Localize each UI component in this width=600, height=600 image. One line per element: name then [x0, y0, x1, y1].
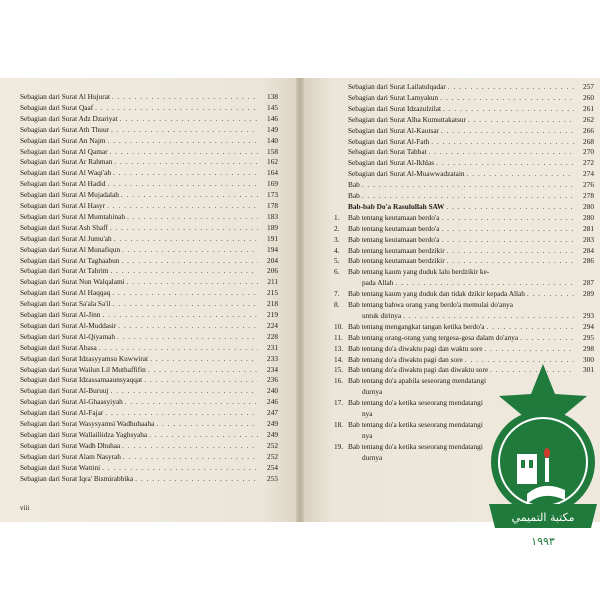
- dot-leader: [520, 333, 574, 343]
- toc-item-number: 1.: [334, 212, 340, 222]
- toc-page-number: 249: [267, 419, 278, 428]
- toc-item-title: Sebagian dari Surat Wallailiidza Yaghsyaha: [20, 429, 148, 439]
- toc-page-number: 234: [267, 364, 278, 374]
- toc-row: [20, 201, 278, 211]
- toc-page-number: 211: [267, 277, 278, 287]
- toc-row: [334, 93, 594, 103]
- toc-row: [334, 235, 594, 245]
- toc-page-number: 183: [267, 211, 278, 221]
- toc-item-title: Sebagian dari Surat Alam Nasyrah: [20, 451, 121, 461]
- toc-row: [20, 365, 278, 375]
- toc-row: [20, 375, 278, 385]
- toc-row: [20, 321, 278, 331]
- left-page: [0, 78, 296, 522]
- toc-page-number: 218: [267, 299, 278, 309]
- toc-row: [20, 190, 278, 200]
- toc-row: [20, 299, 278, 309]
- dot-leader: [111, 266, 258, 276]
- toc-item-title: Sebagian dari Surat Al-Buruuj: [20, 386, 109, 396]
- toc-item-number: 8.: [334, 300, 340, 309]
- toc-page-number: 189: [267, 222, 278, 232]
- toc-item-title: Bab tentang do'a ketika seseorang mendatangi: [348, 419, 483, 429]
- toc-page-number: 169: [267, 179, 278, 189]
- dot-leader: [441, 213, 574, 223]
- toc-row: [334, 147, 594, 157]
- toc-row: [20, 452, 278, 462]
- library-watermark-logo: [487, 362, 599, 562]
- toc-item-number: 5.: [334, 256, 340, 266]
- toc-item-number: 7.: [334, 289, 340, 299]
- toc-row: [334, 180, 594, 190]
- dot-leader: [395, 278, 574, 288]
- watermark-arabic-text: مكتبة التميمي: [511, 511, 575, 524]
- toc-item-title: Sebagian dari Surat Al-Fajar: [20, 408, 104, 418]
- toc-row: [334, 169, 594, 179]
- toc-item-title: Bab tentang keutamaan berdo'a: [348, 212, 440, 222]
- toc-item-number: 17.: [334, 398, 344, 408]
- dot-leader: [95, 103, 258, 113]
- toc-page-number: 173: [267, 190, 278, 200]
- dot-leader: [467, 169, 574, 179]
- toc-page-number: 270: [583, 147, 594, 157]
- dot-leader: [108, 179, 258, 189]
- toc-page-number: 294: [583, 321, 594, 331]
- toc-page-number: 255: [267, 473, 278, 483]
- toc-page-number: 164: [267, 168, 278, 178]
- toc-item-title: Sebagian dari Surat Al-Muddasir: [20, 320, 117, 330]
- toc-page-number: 266: [583, 125, 594, 135]
- toc-item-title: durnya: [362, 387, 383, 397]
- toc-item-title: Bab: [348, 180, 360, 190]
- toc-row: [334, 289, 594, 299]
- dot-leader: [112, 288, 258, 298]
- toc-page-number: 158: [267, 146, 278, 156]
- toc-page-number: 300: [583, 354, 594, 364]
- toc-item-title: Sebagian dari Surat Wasysyamsi Wadhuhaaha: [20, 419, 155, 428]
- toc-item-title: Sebagian dari Surat Al Hasyr: [20, 201, 106, 210]
- toc-item-number: 13.: [334, 343, 344, 353]
- toc-row: [334, 158, 594, 168]
- toc-row: [20, 463, 278, 473]
- toc-item-number: 2.: [334, 223, 340, 233]
- toc-row: [20, 310, 278, 320]
- toc-item-title: Sebagian dari Surat Tabbat: [348, 147, 427, 157]
- book-gutter: [296, 78, 304, 522]
- building-icon: [517, 454, 537, 484]
- toc-item-number: 10.: [334, 321, 344, 331]
- toc-item-title: Sebagian dari Surat Al Waqi'ah: [20, 168, 111, 178]
- toc-page-number: 274: [583, 169, 594, 179]
- toc-row: [20, 430, 278, 440]
- toc-item-title: Sebagian dari Surat Ash Shaff: [20, 222, 108, 232]
- toc-page-number: 231: [267, 342, 278, 352]
- toc-page-number: 236: [267, 375, 278, 385]
- toc-item-title: Sebagian dari Surat Alha Kumuttakatsur: [348, 114, 466, 124]
- dot-leader: [441, 224, 574, 234]
- toc-row: [20, 147, 278, 157]
- toc-item-title: Sebagian dari Surat Idzazulzilat: [348, 103, 441, 113]
- toc-item-title: Sebagian dari Surat Al Mumtahinah: [20, 211, 125, 221]
- dot-leader: [110, 147, 258, 157]
- toc-page-number: 246: [267, 397, 278, 407]
- dot-leader: [135, 474, 258, 484]
- toc-item-title: Sebagian dari Surat Nun Walqalami: [20, 277, 125, 287]
- toc-item-title: Sebagian dari Surat Al-Ikhlas: [348, 158, 435, 168]
- toc-row: [20, 136, 278, 146]
- toc-item-title: nya: [362, 430, 373, 440]
- dot-leader: [468, 115, 574, 125]
- toc-item-title: Sebagian dari Surat Idzassamaaunsyaqqat: [20, 375, 143, 385]
- toc-page-number: 257: [583, 82, 594, 91]
- dot-leader: [122, 441, 258, 451]
- toc-page-number: 276: [583, 180, 594, 190]
- dot-leader: [105, 408, 258, 418]
- dot-leader: [113, 168, 258, 178]
- toc-page-number: 146: [267, 113, 278, 123]
- toc-item-title: Sebagian dari Surat Al Haqqaq: [20, 288, 111, 298]
- toc-row: [20, 125, 278, 135]
- toc-page-number: 286: [583, 256, 594, 266]
- toc-page-number: 261: [583, 103, 594, 113]
- toc-page-number: 268: [583, 136, 594, 146]
- toc-item-title: Sebagian dari Surat An Najm: [20, 135, 106, 145]
- toc-item-title: Sebagian dari Surat Al-Jinn: [20, 310, 101, 319]
- toc-row: [20, 332, 278, 342]
- toc-page-number: 281: [583, 223, 594, 233]
- toc-row: [334, 104, 594, 114]
- dot-leader: [110, 223, 258, 233]
- dot-leader: [436, 158, 574, 168]
- toc-page-number: 233: [267, 353, 278, 363]
- toc-item-title: Bab tentang do'a diwaktu pagi dan diwaktu sore: [348, 365, 489, 375]
- toc-item-title: Bab tentang keutamaan berdo'a: [348, 234, 440, 244]
- toc-page-number: 280: [583, 201, 594, 211]
- dot-leader: [447, 246, 574, 256]
- toc-row: [20, 354, 278, 364]
- toc-page-number: 284: [583, 245, 594, 255]
- toc-item-title: Sebagian dari Surat Al Qamar: [20, 146, 108, 156]
- dot-leader: [111, 125, 258, 135]
- dot-leader: [448, 82, 574, 92]
- toc-row: [334, 311, 594, 321]
- toc-row: [334, 115, 594, 125]
- toc-page-number: 249: [267, 429, 278, 439]
- dot-leader: [120, 114, 258, 124]
- toc-item-title: Sebagian dari Surat Al-Qiyamah: [20, 331, 116, 341]
- toc-page-number: 204: [267, 255, 278, 265]
- toc-page-number: 272: [583, 158, 594, 168]
- toc-row: [334, 213, 594, 223]
- dot-leader: [431, 137, 574, 147]
- toc-row: [334, 267, 594, 277]
- toc-page-number: 287: [583, 278, 594, 288]
- toc-row: [20, 212, 278, 222]
- dot-leader: [127, 212, 258, 222]
- toc-item-title: Sebagian dari Surat Al-Fath: [348, 136, 430, 146]
- toc-page-number: 262: [583, 114, 594, 124]
- dot-leader: [447, 256, 574, 266]
- toc-page-number: 289: [583, 289, 594, 299]
- dot-leader: [112, 92, 258, 102]
- toc-item-title: Bab tentang mengangkat tangan ketika berdo'a: [348, 321, 485, 331]
- toc-row: [20, 474, 278, 484]
- toc-item-title: Bab tentang keutamaan berdzikir: [348, 256, 445, 266]
- toc-item-title: Sebagian dari Surat Abasa: [20, 342, 97, 352]
- toc-item-title: Sebagian dari Surat At Tahrim: [20, 266, 109, 276]
- toc-page-number: 240: [267, 386, 278, 396]
- dot-leader: [443, 104, 574, 114]
- dot-leader: [108, 136, 258, 146]
- toc-row: [20, 386, 278, 396]
- dot-leader: [111, 386, 258, 396]
- dot-leader: [121, 256, 258, 266]
- toc-row: [334, 137, 594, 147]
- toc-row: [20, 168, 278, 178]
- dot-leader: [403, 311, 574, 321]
- toc-page-number: 140: [267, 135, 278, 145]
- dot-leader: [149, 430, 258, 440]
- toc-row: [20, 179, 278, 189]
- toc-item-number: 18.: [334, 419, 344, 429]
- toc-page-number: 228: [267, 331, 278, 341]
- toc-row: [20, 397, 278, 407]
- toc-item-title: Sebagian dari Surat Al-Muawwadzatain: [348, 169, 465, 179]
- toc-row: [20, 92, 278, 102]
- toc-row: [20, 408, 278, 418]
- toc-item-title: Bab: [348, 191, 360, 200]
- dot-leader: [486, 322, 574, 332]
- toc-item-title: Sebagian dari Surat Al Munafiqun: [20, 244, 121, 254]
- dot-leader: [114, 157, 258, 167]
- dot-leader: [113, 299, 258, 309]
- toc-item-title: Sebagian dari Surat Qaaf: [20, 102, 94, 112]
- dot-leader: [121, 190, 258, 200]
- candle-icon: [545, 458, 549, 482]
- toc-row: [334, 224, 594, 234]
- toc-item-title: Sebagian dari Surat Al Mujadalah: [20, 190, 119, 200]
- dot-leader: [484, 344, 574, 354]
- toc-row: [334, 344, 594, 354]
- toc-item-title: Bab tentang do'a apabila seseorang mendatangi: [348, 376, 487, 386]
- toc-item-title: Sebagian dari Surat Al Hadid: [20, 179, 106, 189]
- toc-row: [20, 277, 278, 287]
- toc-page-number: 247: [267, 408, 278, 418]
- toc-row: [20, 157, 278, 167]
- toc-row: [334, 300, 594, 310]
- dot-leader: [362, 191, 574, 201]
- dot-leader: [102, 310, 258, 320]
- toc-item-title: Bab tentang do'a diwaktu pagi dan sore: [348, 354, 463, 364]
- toc-item-title: Sebagian dari Surat Wailun Lil Muthaffifin: [20, 364, 146, 374]
- toc-item-title: Sebagian dari Surat Wattini: [20, 462, 101, 472]
- toc-page-number: 149: [267, 124, 278, 134]
- toc-row: [334, 278, 594, 288]
- toc-row: [334, 256, 594, 266]
- dot-leader: [440, 93, 574, 103]
- dot-leader: [144, 375, 258, 385]
- toc-row: [20, 103, 278, 113]
- toc-item-title: pada Allah: [362, 278, 394, 288]
- dot-leader: [441, 235, 574, 245]
- dot-leader: [125, 397, 258, 407]
- emblem-circle-icon: [491, 410, 595, 514]
- toc-item-title: Sebagian dari Surat Al Hujurat: [20, 92, 110, 101]
- toc-page-number: 224: [267, 320, 278, 330]
- toc-item-number: 3.: [334, 234, 340, 244]
- toc-item-title: Sebagian dari Surat Sa'ala Sa'il: [20, 299, 111, 309]
- toc-page-number: 301: [583, 365, 594, 375]
- toc-item-title: Sebagian dari Surat Wadh Dhuhaa: [20, 440, 121, 450]
- dot-leader: [102, 463, 258, 473]
- toc-page-number: 215: [267, 288, 278, 298]
- dot-leader: [156, 419, 258, 429]
- toc-item-title: Sebagian dari Surat Ar Rahman: [20, 157, 113, 167]
- toc-item-title: Sebagian dari Surat Al-Kautsar: [348, 125, 439, 135]
- toc-item-title: Sebagian dari Surat Lailatulqadar: [348, 82, 446, 91]
- toc-page-number: 280: [583, 212, 594, 222]
- toc-item-title: Sebagian dari Surat Lamyakun: [348, 92, 439, 102]
- toc-item-number: 19.: [334, 441, 344, 451]
- toc-item-title: Bab tentang do'a diwaktu pagi dan waktu sore: [348, 343, 483, 353]
- dot-leader: [527, 289, 574, 299]
- toc-row: [334, 202, 594, 212]
- toc-page-number: 295: [583, 332, 594, 342]
- toc-item-title: Sebagian dari Surat Ath Thuur: [20, 124, 110, 134]
- toc-page-number: 293: [583, 310, 594, 320]
- toc-page-number: 138: [267, 92, 278, 101]
- toc-page-number: 254: [267, 462, 278, 472]
- toc-page-number: 252: [267, 451, 278, 461]
- toc-item-number: 4.: [334, 245, 340, 255]
- dot-leader: [122, 245, 258, 255]
- toc-item-number: 14.: [334, 354, 344, 364]
- toc-row: [20, 234, 278, 244]
- toc-page-number: 278: [583, 191, 594, 200]
- dot-leader: [148, 365, 258, 375]
- toc-page-number: 298: [583, 343, 594, 353]
- toc-item-title: Bab tentang do'a ketika seseorang mendatangi: [348, 441, 483, 451]
- toc-item-title: Bab tentang bahwa orang yang berdo'a memulai do'anya: [348, 300, 513, 309]
- toc-row: [20, 266, 278, 276]
- dot-leader: [446, 202, 574, 212]
- toc-item-title: Sebagian dari Surat Adz Dzariyat: [20, 113, 118, 123]
- toc-item-title: Sebagian dari Surat Al Jumu'ah: [20, 233, 112, 243]
- toc-row: [20, 441, 278, 451]
- dot-leader: [118, 321, 258, 331]
- toc-page-number: 191: [267, 233, 278, 243]
- dot-leader: [441, 126, 574, 136]
- toc-item-title: untuk dirinya: [362, 310, 402, 320]
- dot-leader: [123, 452, 258, 462]
- toc-page-number: 252: [267, 440, 278, 450]
- dot-leader: [127, 277, 258, 287]
- toc-row: [20, 114, 278, 124]
- toc-page-number: 283: [583, 234, 594, 244]
- toc-page-number: 194: [267, 244, 278, 254]
- toc-row: [20, 343, 278, 353]
- toc-item-title: Sebagian dari Surat At Taghaabun: [20, 255, 120, 265]
- toc-row: [334, 246, 594, 256]
- toc-page-number: 162: [267, 157, 278, 167]
- toc-item-title: Bab tentang orang-orang yang tergesa-gesa dalam do'anya: [348, 332, 519, 342]
- toc-page-number: 260: [583, 92, 594, 102]
- dot-leader: [362, 180, 574, 190]
- toc-row: [334, 322, 594, 332]
- toc-row: [20, 256, 278, 266]
- toc-item-title: Bab-bab Do'a Rasulullah SAW: [348, 201, 445, 211]
- dot-leader: [429, 147, 574, 157]
- toc-item-title: Sebagian dari Surat Iqra' Bismirabbika: [20, 473, 134, 483]
- toc-item-title: Bab tentang kaum yang duduk lalu berdzikir ke-: [348, 267, 490, 277]
- toc-row: [334, 126, 594, 136]
- dot-leader: [150, 354, 258, 364]
- toc-item-title: Sebagian dari Surat Al-Ghaasyiyah: [20, 397, 123, 407]
- watermark-year: ١٩٩٣: [531, 535, 555, 548]
- dot-leader: [117, 332, 258, 342]
- toc-item-title: nya: [362, 409, 373, 418]
- toc-item-title: Bab tentang keutamaan berdo'a: [348, 223, 440, 233]
- toc-page-number: 206: [267, 266, 278, 276]
- toc-row: [334, 191, 594, 201]
- dot-leader: [99, 343, 258, 353]
- toc-item-number: 6.: [334, 267, 340, 277]
- page-folio: viii: [20, 504, 30, 512]
- toc-row: [20, 223, 278, 233]
- toc-row: [334, 82, 594, 92]
- toc-item-number: 11.: [334, 332, 343, 342]
- toc-item-title: Bab tentang kaum yang duduk dan tidak dzikir kepada Allah: [348, 289, 525, 299]
- toc-item-title: Bab tentang keutamaan berdzikir: [348, 245, 445, 255]
- toc-row: [334, 333, 594, 343]
- toc-row: [20, 419, 278, 429]
- toc-item-title: Bab tentang do'a ketika seseorang mendatangi: [348, 398, 483, 408]
- toc-item-title: durnya: [362, 452, 383, 462]
- toc-item-number: 15.: [334, 365, 344, 375]
- dot-leader: [107, 201, 258, 211]
- toc-row: [20, 245, 278, 255]
- toc-page-number: 219: [267, 310, 278, 319]
- toc-item-title: Sebagian dari Surat Idzasyyamsu Kuwwirat: [20, 353, 149, 363]
- toc-page-number: 178: [267, 201, 278, 210]
- dot-leader: [114, 234, 258, 244]
- toc-row: [20, 288, 278, 298]
- toc-page-number: 145: [267, 102, 278, 112]
- toc-item-number: 16.: [334, 376, 344, 386]
